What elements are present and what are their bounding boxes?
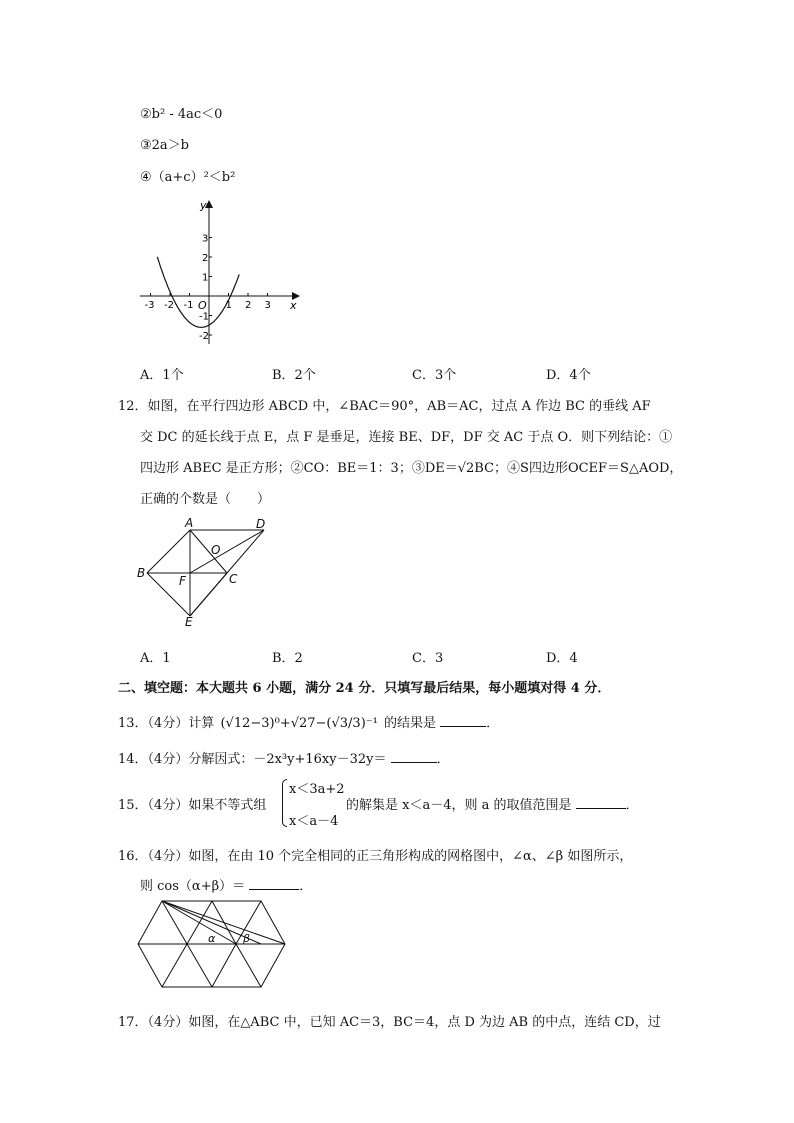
q16-triangle-grid xyxy=(135,898,290,990)
q16-line-2: 则 cos（α+β）＝ ． xyxy=(140,879,313,894)
q13-suffix: 的结果是 xyxy=(384,716,437,731)
q12-choice-c[interactable]: C．3 xyxy=(412,651,444,666)
q15-rest: 的解集是 x＜a－4，则 a 的取值范围是 ． xyxy=(346,798,639,813)
q11-choice-d[interactable]: D．4个 xyxy=(546,368,591,383)
q16-line-1: 16．（4分）如图，在由 10 个完全相同的正三角形构成的网格图中，∠α、∠β 如图所示， xyxy=(118,849,633,864)
q14: 14．（4分）分解因式：－2x³y+16xy－32y＝ ． xyxy=(118,752,450,767)
q12-choice-d[interactable]: D．4 xyxy=(546,651,578,666)
beta-label: β xyxy=(243,932,251,945)
x-tick-label: -2 xyxy=(164,300,174,311)
x-tick-label: 2 xyxy=(245,300,252,311)
y-tick-label: -1 xyxy=(199,311,209,323)
x-tick-label: 3 xyxy=(264,300,271,311)
q12-line-1: 12．如图，在平行四边形 ABCD 中，∠BAC＝90°，AB＝AC，过点 A 作边 BC 的垂线 AF xyxy=(118,399,651,414)
q13-prefix: 13．（4分）计算 xyxy=(118,716,215,731)
y-tick-label: -2 xyxy=(199,331,209,342)
origin-label: O xyxy=(198,299,207,312)
y-tick-label: 1 xyxy=(202,272,209,284)
q11-choice-c[interactable]: C．3个 xyxy=(412,368,457,383)
q15-prefix: 15．（4分）如果不等式组 xyxy=(118,798,267,813)
q13-answer-blank[interactable] xyxy=(440,714,486,727)
q14-answer-blank[interactable] xyxy=(391,750,437,763)
q16-line-2-text: 则 cos（α+β）＝ xyxy=(140,879,246,894)
label-o: O xyxy=(211,543,221,557)
alpha-label: α xyxy=(208,932,216,945)
y-axis-label: y xyxy=(200,199,207,212)
q12-line-4: 正确的个数是（ ） xyxy=(140,492,271,507)
q12-line-2: 交 DC 的延长线于点 E，点 F 是垂足，连接 BE、DF，DF 交 AC 于点 O．则下列结论：① xyxy=(140,430,673,445)
q12-line-3: 四边形 ABEC 是正方形；②CO：BE＝1：3；③DE＝√2BC；④S四边形OCEF＝S△AOD， xyxy=(140,461,683,476)
y-tick-label: 3 xyxy=(202,233,209,245)
q14-text: 14．（4分）分解因式：－2x³y+16xy－32y＝ xyxy=(118,752,387,767)
x-tick-label: -1 xyxy=(183,300,194,311)
q12-choice-a[interactable]: A．1 xyxy=(140,651,171,666)
q11-condition-3: ③2a＞b xyxy=(140,138,189,153)
q17-line-1: 17．（4分）如图，在△ABC 中，已知 AC＝3，BC＝4，点 D 为边 AB 的中点，连结 CD，过 xyxy=(118,1015,661,1030)
label-f: F xyxy=(179,574,186,588)
q13-expression: (√12−3)⁰+√27−(√3/3)⁻¹ xyxy=(220,716,378,731)
q11-condition-2: ②b² - 4ac＜0 xyxy=(140,107,223,122)
q11-choice-a[interactable]: A．1个 xyxy=(140,368,184,383)
q15-brace xyxy=(282,779,287,827)
q15-suffix: 的解集是 x＜a－4，则 a 的取值范围是 xyxy=(346,798,572,813)
q15-inequality-2: x＜a－4 xyxy=(289,814,339,829)
x-tick-label: -3 xyxy=(144,300,155,311)
label-c: C xyxy=(229,572,238,586)
y-tick-label: 2 xyxy=(202,253,209,264)
q12-choice-b[interactable]: B．2 xyxy=(272,651,303,666)
q15-answer-blank[interactable] xyxy=(576,796,626,809)
q15-inequality-1: x＜3a+2 xyxy=(289,782,345,797)
x-axis-label: x xyxy=(290,299,297,312)
q12-parallelogram-figure xyxy=(130,516,280,628)
q13: 13．（4分）计算 (√12−3)⁰+√27−(√3/3)⁻¹ 的结果是 ． xyxy=(118,716,500,731)
section-2-header: 二、填空题：本大题共 6 小题，满分 24 分．只填写最后结果，每小题填对得 4 分． xyxy=(118,681,611,696)
q11-condition-4: ④（a+c）²＜b² xyxy=(140,170,236,185)
label-e: E xyxy=(185,615,193,628)
q16-answer-blank[interactable] xyxy=(249,877,299,890)
label-d: D xyxy=(256,517,266,531)
x-tick-label: 1 xyxy=(225,300,232,311)
label-a: A xyxy=(185,516,194,530)
label-b: B xyxy=(137,566,146,580)
q11-choice-b[interactable]: B．2个 xyxy=(272,368,316,383)
q11-parabola-graph xyxy=(138,196,308,346)
